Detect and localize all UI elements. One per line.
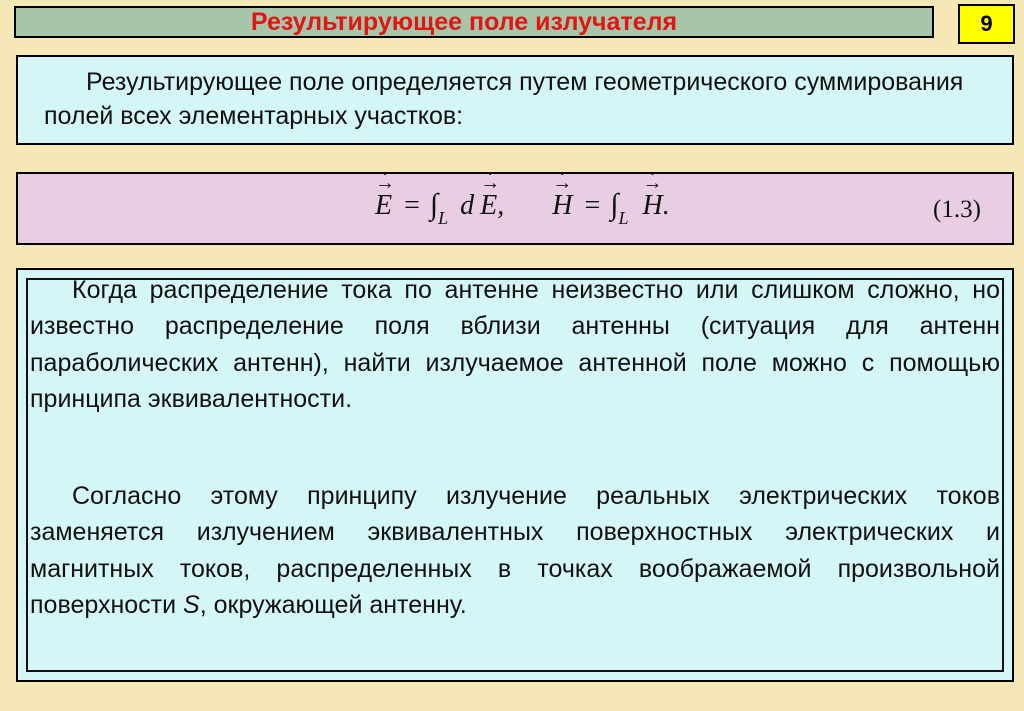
- vector-H: → H ·: [550, 190, 574, 222]
- slide-title: Результирующее поле излучателя: [250, 7, 678, 36]
- paragraph-1: Когда распределение тока по антенне неизвестно или слишком сложно, но известно распределение поля вблизи антенны (ситуация для антенн параболических антенн), найти излучаемое антенной поле можно с помощью принципа эквивалентности.: [30, 276, 1000, 414]
- page-number: 9: [958, 4, 1015, 44]
- integral-sign-2: ∫: [610, 188, 619, 221]
- vector-dE: → E, ·: [478, 190, 506, 222]
- surface-symbol: S: [183, 591, 200, 620]
- integral-subscript: L: [438, 208, 449, 228]
- intro-box: [16, 55, 1014, 145]
- equals-sign: =: [404, 190, 420, 221]
- equation-number: (1.3): [933, 196, 981, 223]
- paragraph-2: [30, 478, 1000, 624]
- body-box: [16, 268, 1014, 682]
- intro-text: Результирующее поле определяется путем геометрического суммирования полей всех элементарных участков:: [44, 68, 964, 130]
- title-bar: [14, 6, 934, 38]
- paragraph-2-end: , окружающей антенну.: [199, 591, 467, 620]
- integral-sign: ∫: [429, 188, 439, 221]
- vector-H2: → H. ·: [641, 190, 672, 222]
- paragraph-2-text: Согласно этому принципу излучение реальных электрических токов заменяется излучением эквивалентных поверхностных электрических и магнитных токов, распределенных в точках воображаемой произвольной поверхности: [30, 482, 1000, 620]
- vector-E: → E ·: [373, 190, 394, 222]
- equals-sign-2: =: [584, 190, 601, 221]
- differential-d: d: [460, 190, 475, 221]
- formula-box: [16, 172, 1014, 245]
- integral-subscript-2: L: [618, 208, 629, 228]
- formula: [373, 188, 672, 228]
